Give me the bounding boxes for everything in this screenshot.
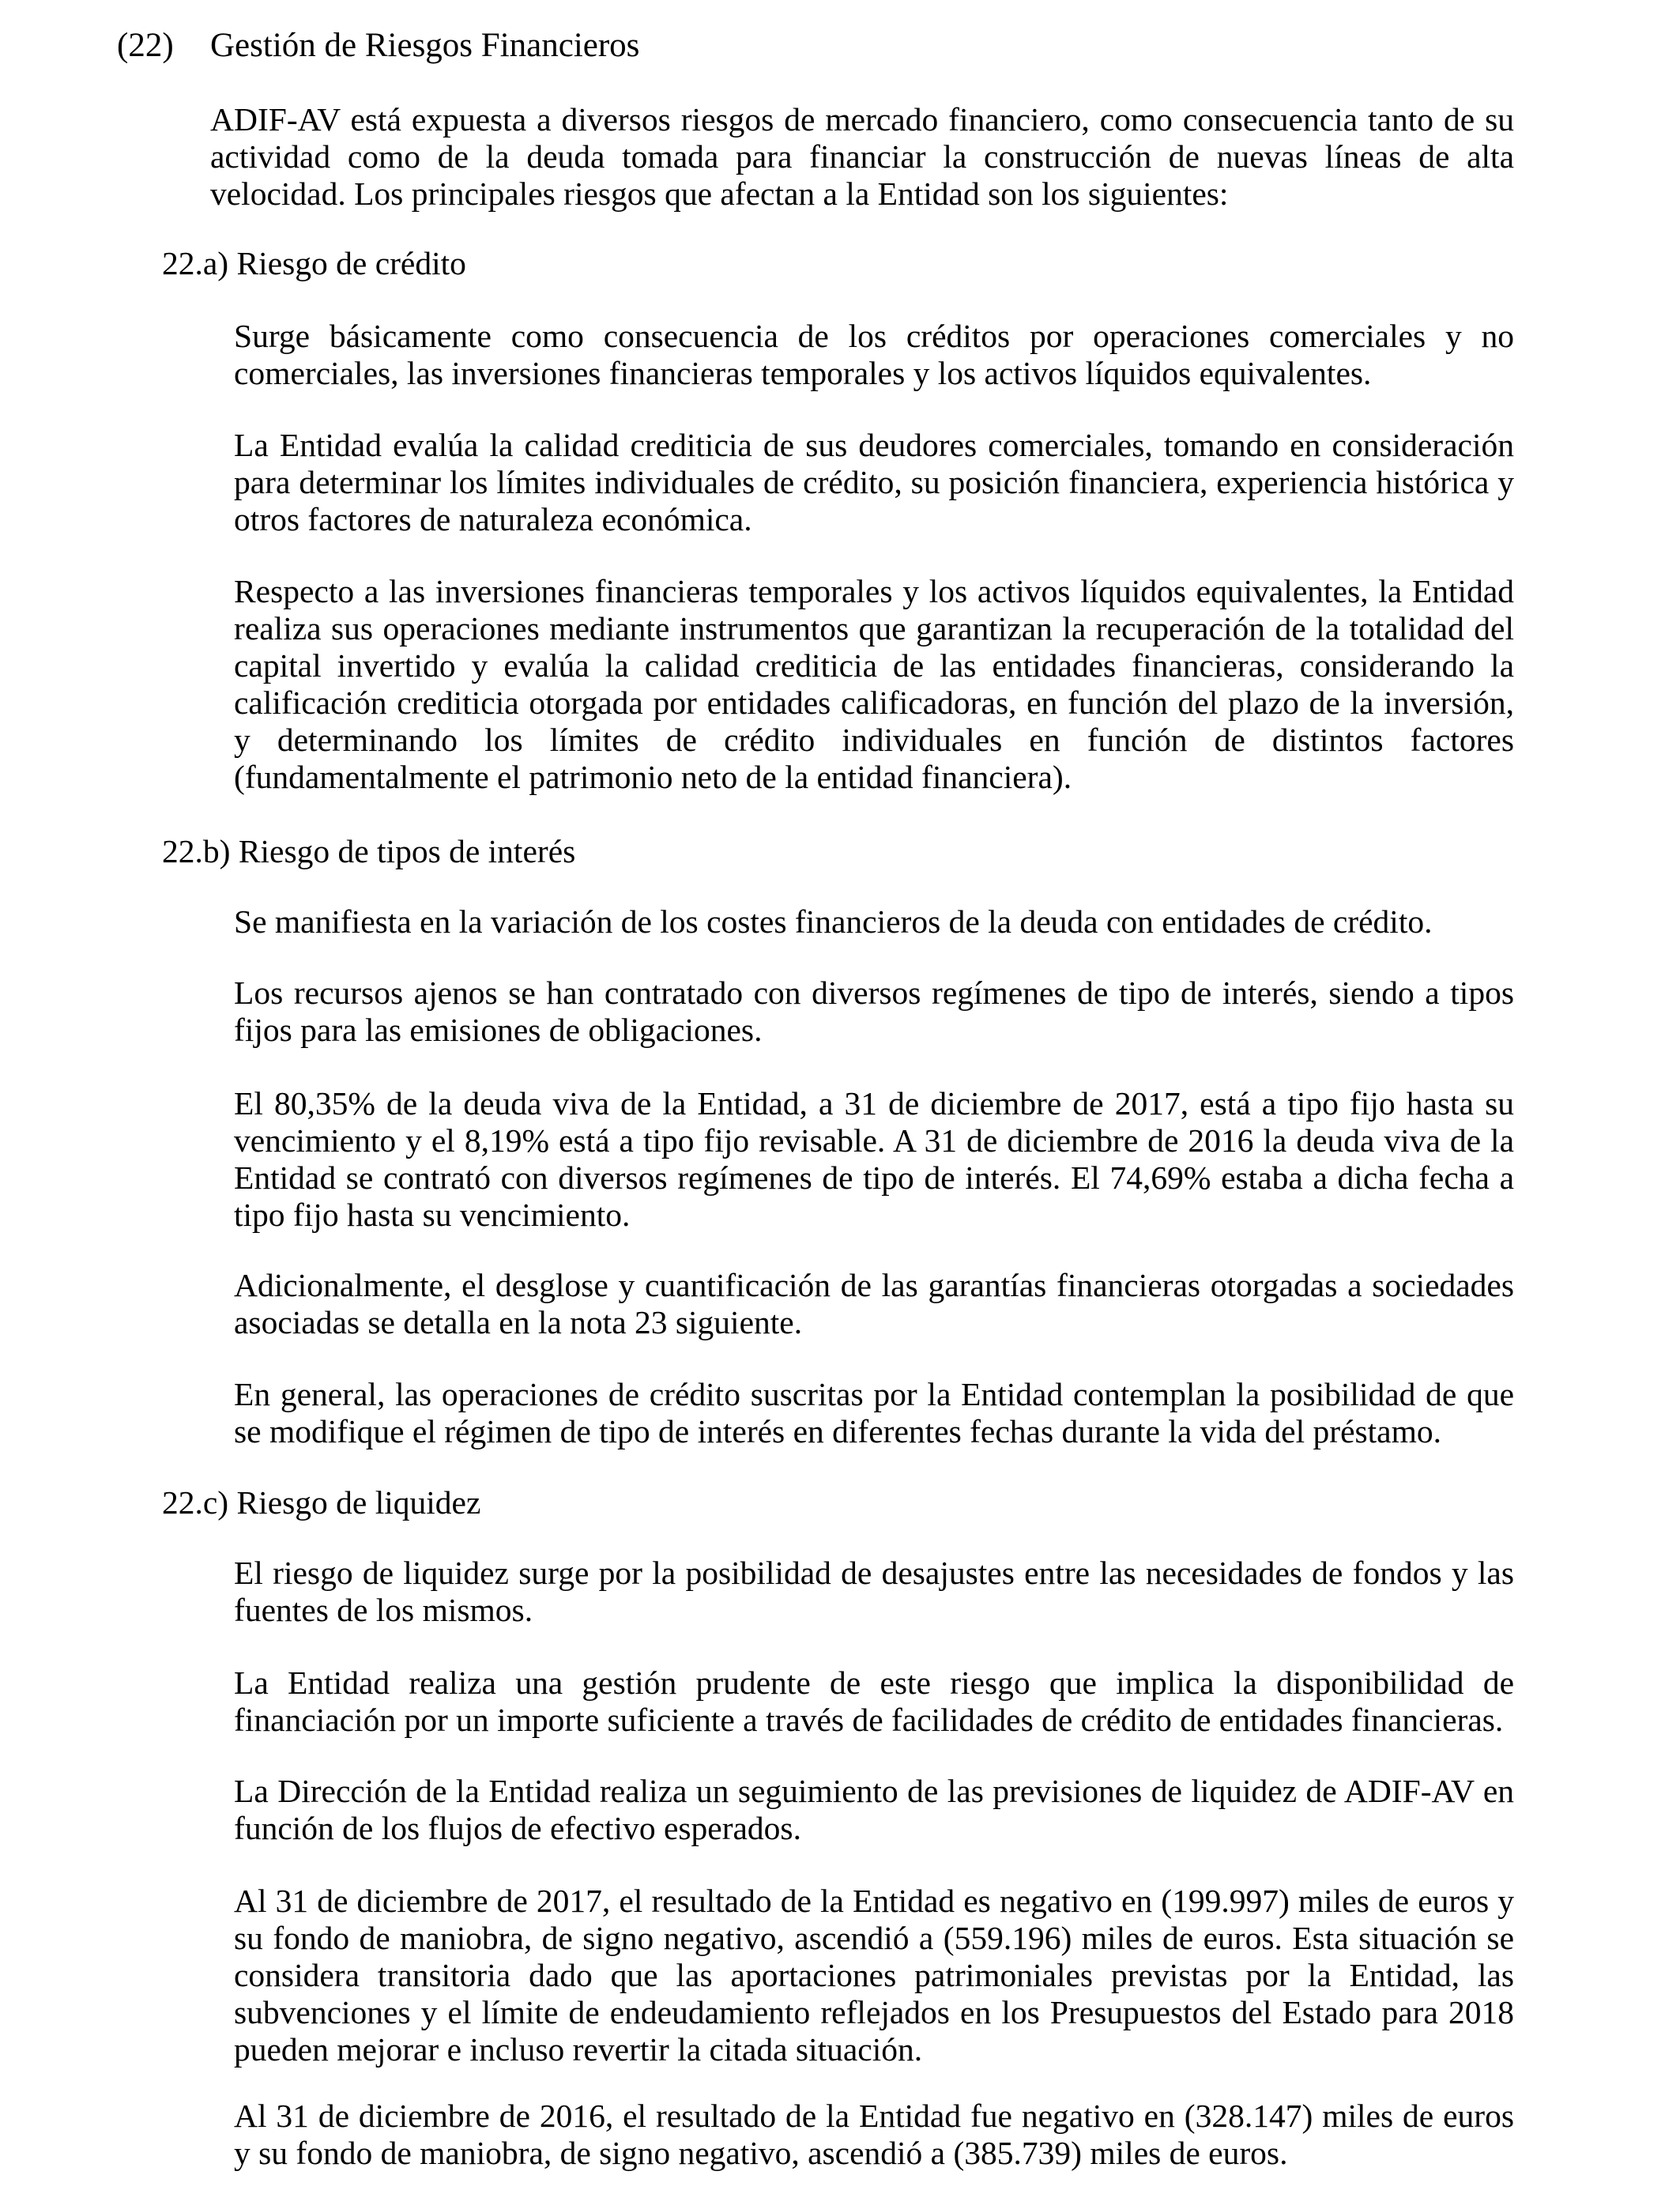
credit-paragraph-2: La Entidad evalúa la calidad crediticia de sus deudores comerciales, tomando en consideración para determinar los límites individuales de crédito, su posición financiera, experiencia histórica y otros factores de naturaleza económica.	[234, 427, 1514, 537]
credit-paragraph-1: Surge básicamente como consecuencia de los créditos por operaciones comerciales y no comerciales, las inversiones financieras temporales y los activos líquidos equivalentes.	[234, 318, 1514, 391]
interest-paragraph-4: Adicionalmente, el desglose y cuantificación de las garantías financieras otorgadas a sociedades asociadas se detalla en la nota 23 siguiente.	[234, 1267, 1514, 1340]
section-intro: ADIF-AV está expuesta a diversos riesgos de mercado financiero, como consecuencia tanto de su actividad como de la deuda tomada para financiar la construcción de nuevas líneas de alta velocidad. Los principales riesgos que afectan a la Entidad son los siguientes:	[210, 101, 1514, 212]
liquidity-paragraph-5: Al 31 de diciembre de 2016, el resultado de la Entidad fue negativo en (328.147) miles de euros y su fondo de maniobra, de signo negativo, ascendió a (385.739) miles de euros.	[234, 2098, 1514, 2171]
credit-risk-heading: 22.a) Riesgo de crédito	[162, 245, 466, 281]
section-number: (22)	[117, 27, 174, 64]
interest-paragraph-5: En general, las operaciones de crédito suscritas por la Entidad contemplan la posibilidad de que se modifique el régimen de tipo de interés en diferentes fechas durante la vida del préstamo.	[234, 1376, 1514, 1449]
liquidity-paragraph-2: La Entidad realiza una gestión prudente de este riesgo que implica la disponibilidad de financiación por un importe suficiente a través de facilidades de crédito de entidades financieras.	[234, 1664, 1514, 1738]
credit-paragraph-3: Respecto a las inversiones financieras temporales y los activos líquidos equivalentes, la Entidad realiza sus operaciones mediante instrumentos que garantizan la recuperación de la totalidad del capital invertido y evalúa la calidad crediticia de las entidades financieras, considerando la calificación crediticia otorgada por entidades calificadoras, en función del plazo de la inversión, y determinando los límites de crédito individuales en función de distintos factores (fundamentalmente el patrimonio neto de la entidad financiera).	[234, 573, 1514, 795]
interest-paragraph-3: El 80,35% de la deuda viva de la Entidad, a 31 de diciembre de 2017, está a tipo fijo hasta su vencimiento y el 8,19% está a tipo fijo revisable. A 31 de diciembre de 2016 la deuda viva de la Entidad se contrató con diversos regímenes de tipo de interés. El 74,69% estaba a dicha fecha a tipo fijo hasta su vencimiento.	[234, 1085, 1514, 1233]
interest-paragraph-2: Los recursos ajenos se han contratado con diversos regímenes de tipo de interés, siendo a tipos fijos para las emisiones de obligaciones.	[234, 974, 1514, 1048]
section-heading	[117, 24, 639, 68]
liquidity-paragraph-4: Al 31 de diciembre de 2017, el resultado de la Entidad es negativo en (199.997) miles de euros y su fondo de maniobra, de signo negativo, ascendió a (559.196) miles de euros. Esta situación se considera transitoria dado que las aportaciones patrimoniales previstas por la Entidad, las subvenciones y el límite de endeudamiento reflejados en los Presupuestos del Estado para 2018 pueden mejorar e incluso revertir la citada situación.	[234, 1883, 1514, 2068]
liquidity-risk-heading: 22.c) Riesgo de liquidez	[162, 1484, 481, 1521]
interest-risk-heading: 22.b) Riesgo de tipos de interés	[162, 833, 576, 869]
interest-paragraph-1: Se manifiesta en la variación de los costes financieros de la deuda con entidades de crédito.	[234, 903, 1433, 940]
liquidity-paragraph-1: El riesgo de liquidez surge por la posibilidad de desajustes entre las necesidades de fondos y las fuentes de los mismos.	[234, 1555, 1514, 1628]
section-title: Gestión de Riesgos Financieros	[210, 27, 640, 64]
liquidity-paragraph-3: La Dirección de la Entidad realiza un seguimiento de las previsiones de liquidez de ADIF-AV en función de los flujos de efectivo esperados.	[234, 1773, 1514, 1846]
